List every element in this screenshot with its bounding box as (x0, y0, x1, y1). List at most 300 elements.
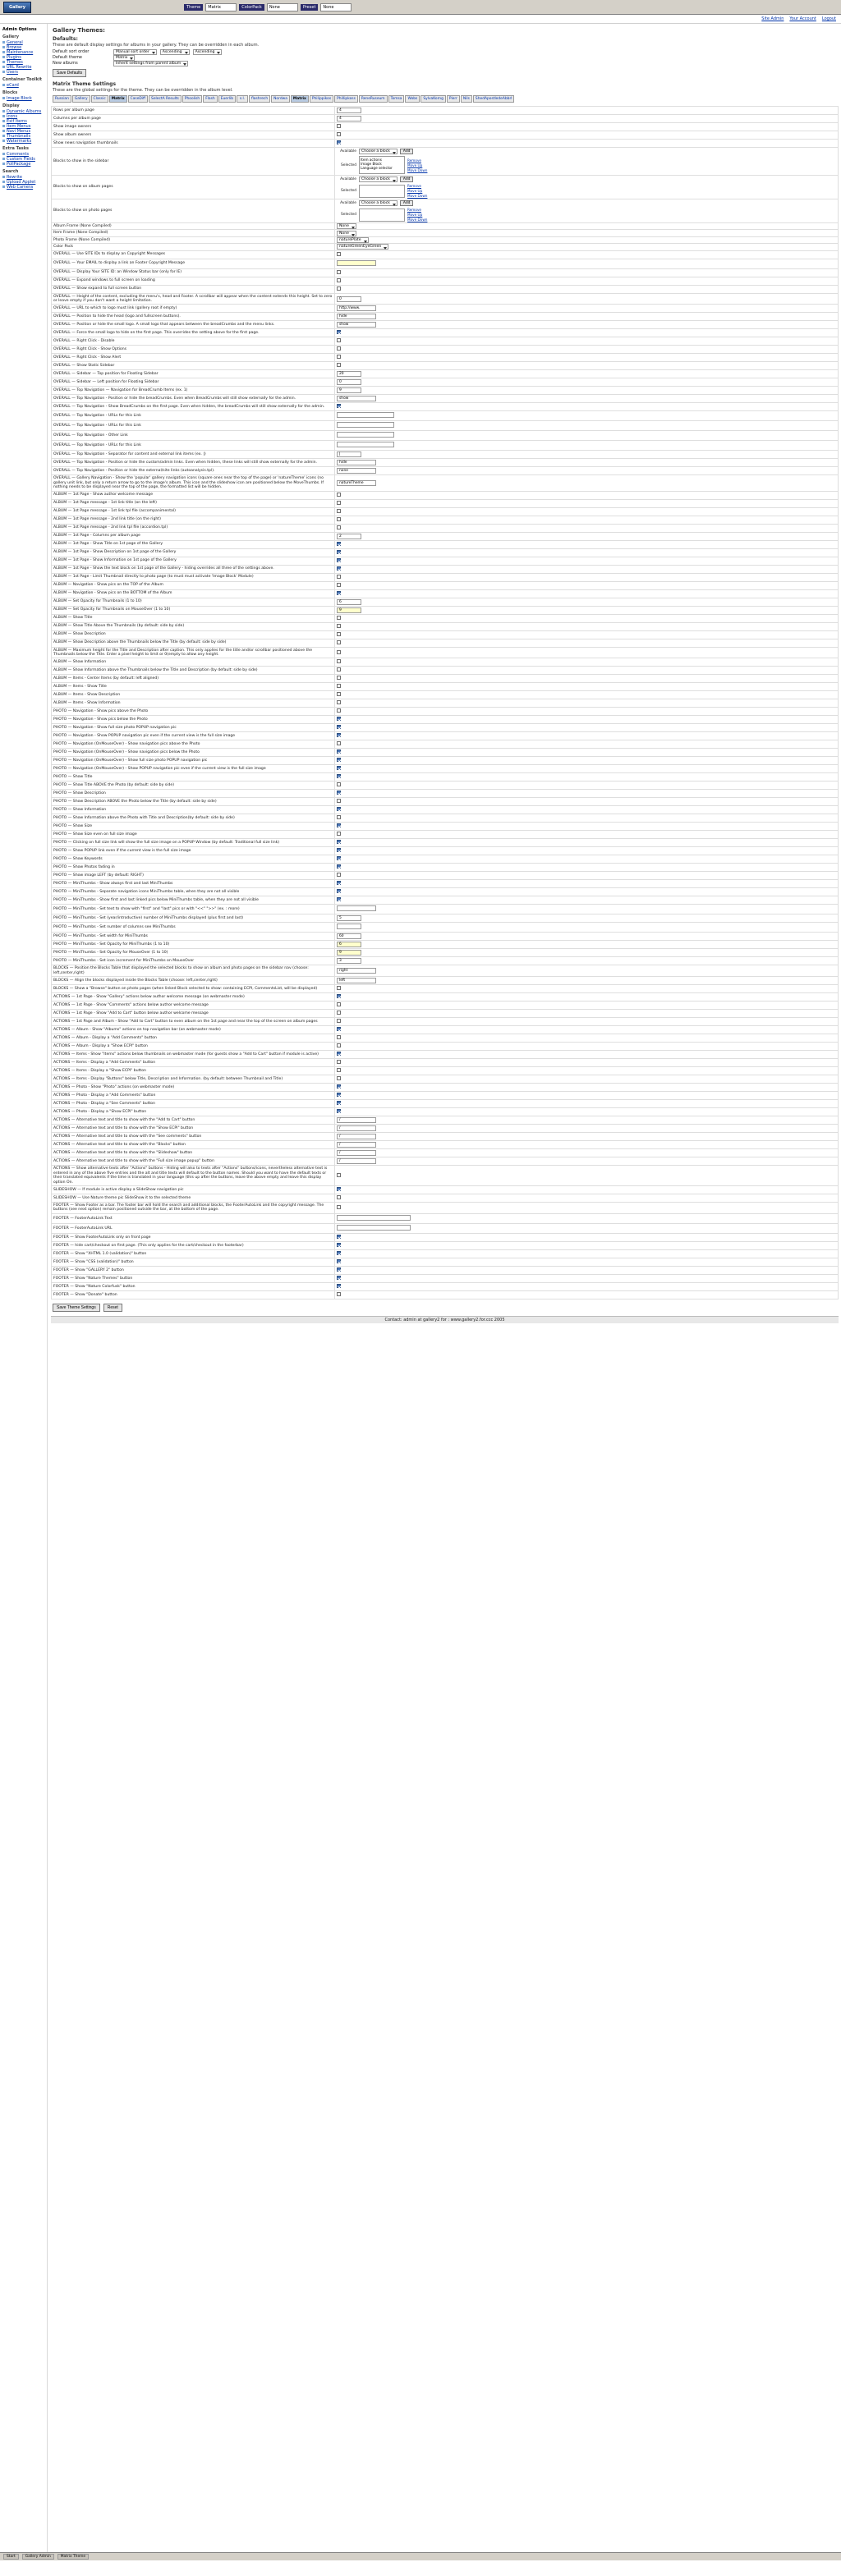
sidebar-item-label: Navi Menus (7, 129, 31, 134)
link-site-admin[interactable]: Site Admin (761, 16, 784, 21)
sidebar-item-users[interactable] (2, 70, 45, 75)
setting-control-cell (335, 647, 839, 658)
setting-text-input[interactable]: hide (337, 460, 376, 465)
setting-control-cell (335, 1018, 839, 1026)
setting-text-input[interactable]: 60 (337, 933, 361, 939)
setting-checkbox[interactable] (337, 1251, 341, 1255)
block-remove-link[interactable]: Remove (407, 208, 421, 212)
setting-checkbox[interactable] (337, 1093, 341, 1097)
setting-label: OVERALL — Top Navigation - Position or hide the external/site links (autoanalysis.tpl). (52, 467, 335, 475)
setting-text-input[interactable]: 9 (337, 607, 361, 613)
setting-control-cell (335, 606, 839, 614)
theme-settings-note: These are the global settings for the theme. They can be overridden in the album level. (53, 88, 233, 93)
theme-nav-euerlib[interactable]: Euerlib (218, 95, 236, 103)
setting-checkbox[interactable] (337, 1276, 341, 1280)
bullet-icon (2, 41, 5, 44)
setting-control-cell (335, 1233, 839, 1241)
theme-nav-nordwa[interactable]: Nordwa (271, 95, 290, 103)
selected-block-item[interactable]: Language selector (361, 166, 393, 170)
setting-label: ALBUM — 1st Page message - 1st link tpl file (accompanimental) (52, 507, 335, 516)
setting-text-input[interactable]: / (337, 1142, 376, 1148)
settings-row (52, 880, 839, 888)
setting-control-cell (335, 268, 839, 277)
setting-label: PHOTO — MiniThumbs - Set Opacity for MouseOver (1 to 10) (52, 949, 335, 957)
setting-checkbox[interactable] (337, 799, 341, 803)
setting-label: ACTIONS — Photo - Display a "Show ECPI" button (52, 1108, 335, 1116)
settings-row (52, 667, 839, 675)
theme-nav-classic[interactable]: Classic (91, 95, 108, 103)
theme-nav-russian[interactable]: Russian (53, 95, 71, 103)
theme-nav-phoolish[interactable]: Phoolish (182, 95, 202, 103)
sidebar-item-label: Thumbnails (7, 134, 31, 139)
setting-text-input[interactable]: 2 (337, 534, 361, 539)
default-theme-select[interactable]: Matrix (113, 55, 135, 61)
setting-text-input[interactable]: 20 (337, 371, 361, 377)
theme-nav-nils[interactable]: Nils (461, 95, 472, 103)
sidebar-item-web-camera[interactable] (2, 185, 45, 190)
setting-checkbox[interactable] (337, 583, 341, 587)
theme-field-label-1: ColorPack (239, 4, 264, 11)
setting-checkbox[interactable] (337, 501, 341, 505)
setting-checkbox[interactable] (337, 807, 341, 811)
setting-text-input[interactable] (337, 432, 394, 438)
theme-field-value-0[interactable]: Matrix (205, 3, 237, 11)
setting-label: PHOTO — MiniThumbs - Show first and last linked pics below MiniThumbs table, when they are not all visible (52, 896, 335, 905)
setting-checkbox[interactable] (337, 616, 341, 620)
setting-text-input[interactable]: show (337, 322, 376, 328)
setting-control-cell (335, 1157, 839, 1166)
theme-field-value-1[interactable]: None (267, 3, 298, 11)
setting-control-cell (335, 740, 839, 749)
theme-field-label-2: Preset (301, 4, 319, 11)
theme-nav-selecta-results[interactable]: SelectA Results (149, 95, 182, 103)
block-move-down-link[interactable]: Move Down (407, 218, 428, 222)
setting-checkbox[interactable] (337, 864, 341, 869)
settings-row (52, 387, 839, 395)
settings-row (52, 516, 839, 524)
setting-checkbox[interactable] (337, 1195, 341, 1199)
setting-checkbox[interactable] (337, 493, 341, 497)
setting-label: ACTIONS — Items - Display "Buttons" below Title, Description and Information. (by default: between Thumbnail and Title) (52, 1075, 335, 1084)
setting-checkbox[interactable] (337, 1109, 341, 1113)
sidebar-item-watermarks[interactable] (2, 139, 45, 144)
setting-checkbox[interactable] (337, 856, 341, 860)
setting-checkbox[interactable] (337, 758, 341, 762)
theme-nav-casediff[interactable]: CaseDiff (128, 95, 148, 103)
setting-checkbox[interactable] (337, 684, 341, 688)
setting-text-input[interactable] (337, 412, 394, 418)
sidebar-item-label: Themes (7, 60, 23, 65)
setting-checkbox[interactable] (337, 708, 341, 713)
save-defaults-button[interactable]: Save Defaults (53, 69, 86, 77)
setting-text-input[interactable] (337, 905, 376, 911)
setting-checkbox[interactable] (337, 1011, 341, 1015)
theme-nav-gallery[interactable]: Gallery (72, 95, 90, 103)
setting-checkbox[interactable] (337, 1267, 341, 1272)
setting-checkbox[interactable] (337, 1002, 341, 1006)
setting-checkbox[interactable] (337, 889, 341, 893)
setting-control-cell (335, 337, 839, 346)
setting-checkbox[interactable] (337, 1259, 341, 1263)
setting-checkbox[interactable] (337, 1019, 341, 1023)
block-move-down-link[interactable]: Move Down (407, 167, 428, 172)
block-move-up-link[interactable]: Move Up (407, 213, 423, 217)
setting-label: OVERALL — Height of the content, excluding the menu's, head and Footer. A scrollbar will appear when the content extends this height. Set to zero or leave empty if you don't want a height limitation. (52, 293, 335, 305)
blocks-setting-label: Blocks to show on photo pages (52, 199, 335, 223)
setting-label: PHOTO — Navigation - Show pics below the Photo (52, 716, 335, 724)
taskbar-item-gallery-admin[interactable]: Gallery Admin (22, 2554, 54, 2560)
setting-label: FOOTER — Show "XHTML 1.0 (validation)" button (52, 1249, 335, 1258)
theme-nav-tomsa[interactable]: Tomsa (388, 95, 405, 103)
theme-nav-sylvakorng[interactable]: SylvaKorng (420, 95, 446, 103)
settings-row (52, 305, 839, 313)
setting-checkbox[interactable] (337, 509, 341, 513)
sidebar-item-ecard[interactable] (2, 83, 45, 88)
selected-blocks-listbox[interactable] (359, 209, 405, 222)
setting-checkbox[interactable] (337, 741, 341, 745)
setting-control-cell (335, 749, 839, 757)
sidebar-item-label: Browse (7, 45, 22, 50)
settings-row (52, 740, 839, 749)
setting-text-input[interactable]: / (337, 1117, 376, 1123)
setting-text-input[interactable] (337, 924, 361, 929)
setting-text-input[interactable]: / (337, 1158, 376, 1164)
settings-row (52, 337, 839, 346)
setting-text-input[interactable]: | (337, 451, 361, 457)
setting-checkbox[interactable] (337, 1052, 341, 1056)
setting-text-input[interactable]: 4 (337, 108, 361, 113)
setting-label: OVERALL — URL to which to logo must link (gallery root if empty) (52, 305, 335, 313)
setting-checkbox[interactable] (337, 832, 341, 836)
setting-text-input[interactable]: left (337, 978, 376, 983)
settings-row (52, 647, 839, 658)
settings-row (52, 1157, 839, 1166)
setting-checkbox[interactable] (337, 632, 341, 636)
taskbar-start-button[interactable]: Start (3, 2554, 19, 2560)
setting-checkbox[interactable] (337, 692, 341, 696)
setting-checkbox[interactable] (337, 733, 341, 737)
setting-control-cell (335, 823, 839, 831)
setting-label: PHOTO — Show Description (52, 790, 335, 798)
sidebar-item-label: Item Menus (7, 124, 31, 129)
settings-row (52, 658, 839, 667)
setting-checkbox[interactable] (337, 542, 341, 546)
setting-checkbox[interactable] (337, 823, 341, 827)
default-sort-order-label: Default sort order (53, 49, 90, 54)
setting-control-cell (335, 1223, 839, 1233)
setting-text-input[interactable]: / (337, 1125, 376, 1131)
setting-checkbox[interactable] (337, 404, 341, 408)
setting-control-cell (335, 1258, 839, 1266)
setting-checkbox[interactable] (337, 624, 341, 628)
setting-text-input[interactable]: 0 (337, 296, 361, 302)
setting-text-input[interactable]: / (337, 1150, 376, 1156)
setting-checkbox[interactable] (337, 252, 341, 256)
setting-text-input[interactable] (337, 1225, 411, 1231)
setting-checkbox[interactable] (337, 640, 341, 644)
setting-label: OVERALL — Right Click - Show Alert (52, 354, 335, 362)
setting-text-input[interactable]: http://www. (337, 305, 376, 311)
setting-checkbox[interactable] (337, 848, 341, 852)
setting-checkbox[interactable] (337, 1173, 341, 1177)
setting-label: OVERALL — Top Navigation - Position or hide the breadCrumbs. Even when BreadCrumbs will still show externally for the admin. (52, 395, 335, 403)
settings-row (52, 798, 839, 806)
selected-blocks-listbox[interactable] (359, 185, 405, 198)
setting-checkbox[interactable] (337, 1235, 341, 1239)
default-theme-row (53, 55, 839, 60)
setting-checkbox[interactable] (337, 346, 341, 351)
setting-select[interactable]: natureGreenEyeGreen (337, 244, 388, 250)
setting-checkbox[interactable] (337, 1187, 341, 1191)
settings-row (52, 1125, 839, 1133)
setting-select[interactable]: naturePlate (337, 237, 369, 243)
setting-checkbox[interactable] (337, 650, 341, 654)
settings-row (52, 421, 839, 431)
setting-checkbox[interactable] (337, 1292, 341, 1296)
available-blocks-select[interactable]: Choose a block (359, 200, 398, 206)
selected-block-item[interactable]: Item actions (361, 158, 382, 162)
setting-checkbox[interactable] (337, 986, 341, 990)
settings-row (52, 965, 839, 977)
taskbar-item-matrix-theme[interactable]: Matrix Theme (57, 2554, 89, 2560)
theme-field-value-2[interactable]: None (320, 3, 352, 11)
setting-checkbox[interactable] (337, 1084, 341, 1089)
setting-checkbox[interactable] (337, 575, 341, 579)
add-block-button[interactable]: Add (400, 149, 414, 154)
setting-checkbox[interactable] (337, 278, 341, 282)
setting-checkbox[interactable] (337, 363, 341, 367)
link-logout[interactable]: Logout (821, 16, 836, 21)
setting-checkbox[interactable] (337, 355, 341, 359)
settings-row (52, 855, 839, 864)
sidebar-item-label: Plugins (7, 55, 21, 60)
setting-label: SLIDESHOW — If module is active display a SlideShow navigation pic (52, 1185, 335, 1194)
taskbar (0, 2552, 841, 2560)
theme-nav-phillipkoss[interactable]: Phillipkoss (334, 95, 358, 103)
setting-checkbox[interactable] (337, 667, 341, 672)
setting-checkbox[interactable] (337, 1205, 341, 1209)
setting-select[interactable]: None (337, 231, 356, 236)
setting-checkbox[interactable] (337, 1284, 341, 1288)
theme-nav-philippikos[interactable]: Philippikos (310, 95, 333, 103)
setting-checkbox[interactable] (337, 550, 341, 554)
sidebar-group-blocks: Blocks (2, 90, 18, 95)
sidebar-item-image-block[interactable] (2, 96, 45, 101)
setting-checkbox[interactable] (337, 591, 341, 595)
theme-nav-reneruseum[interactable]: ReneRuseum (359, 95, 388, 103)
setting-label: Columns per album page (52, 115, 335, 123)
bullet-icon (2, 97, 5, 99)
setting-checkbox[interactable] (337, 1076, 341, 1080)
setting-checkbox[interactable] (337, 1068, 341, 1072)
setting-label: PHOTO — Show Title (52, 773, 335, 782)
setting-label: Photo Frame (None Compiled) (52, 236, 335, 243)
settings-row (52, 716, 839, 724)
setting-checkbox[interactable] (337, 566, 341, 571)
block-move-down-link[interactable]: Move Down (407, 194, 428, 198)
setting-checkbox[interactable] (337, 270, 341, 274)
settings-row (52, 459, 839, 467)
setting-checkbox[interactable] (337, 140, 341, 144)
setting-checkbox[interactable] (337, 717, 341, 721)
theme-nav-flash[interactable]: Flash (203, 95, 218, 103)
setting-control-cell (335, 933, 839, 941)
theme-nav-matrix[interactable]: Matrix (109, 95, 127, 103)
setting-label: ACTIONS — Items - Display a "Add Comments" button (52, 1059, 335, 1067)
default-sort-secondary-select[interactable]: Ascending (193, 49, 223, 55)
sidebar-item-pollpackage[interactable] (2, 162, 45, 167)
theme-nav-pierr[interactable]: Pierr (447, 95, 460, 103)
setting-text-input[interactable] (337, 422, 394, 428)
setting-control-cell (335, 123, 839, 131)
setting-checkbox[interactable] (337, 1043, 341, 1047)
settings-row (52, 589, 839, 598)
setting-text-input[interactable]: 4 (337, 116, 361, 121)
sidebar-group-container-toolkit: Container Toolkit (2, 77, 43, 82)
setting-label: PHOTO — Show Information (52, 806, 335, 814)
setting-control-cell (335, 370, 839, 378)
settings-row (52, 765, 839, 773)
setting-checkbox[interactable] (337, 840, 341, 844)
theme-nav-wobs[interactable]: Wobs (405, 95, 420, 103)
setting-checkbox[interactable] (337, 1243, 341, 1247)
setting-checkbox[interactable] (337, 873, 341, 877)
setting-control-cell (335, 1116, 839, 1125)
setting-text-input[interactable] (337, 260, 376, 266)
setting-text-input[interactable]: show (337, 396, 376, 401)
settings-row (52, 1141, 839, 1149)
browser-theme-fields (184, 3, 352, 11)
new-albums-label: New albums (53, 61, 78, 66)
theme-settings-table (51, 106, 839, 1299)
setting-checkbox[interactable] (337, 782, 341, 786)
settings-row (52, 905, 839, 914)
theme-nav-shedapostledeabbrl[interactable]: ShedApostledeAbbrl (473, 95, 515, 103)
setting-checkbox[interactable] (337, 1060, 341, 1064)
setting-text-input[interactable]: 9 (337, 387, 361, 393)
setting-control-cell (335, 459, 839, 467)
setting-checkbox[interactable] (337, 815, 341, 819)
setting-checkbox[interactable] (337, 749, 341, 754)
setting-checkbox[interactable] (337, 286, 341, 291)
default-sort-order-select[interactable]: Manual sort order (113, 49, 157, 55)
setting-checkbox[interactable] (337, 774, 341, 778)
setting-checkbox[interactable] (337, 124, 341, 128)
setting-control-cell (335, 724, 839, 732)
setting-control-cell (335, 107, 839, 115)
setting-checkbox[interactable] (337, 1027, 341, 1031)
setting-control-cell (335, 1202, 839, 1213)
setting-label: PHOTO — MiniThumbs - Set width for MiniThumbs (52, 933, 335, 941)
available-blocks-select[interactable]: Choose a block (359, 149, 398, 154)
link-your-account[interactable]: Your Account (789, 16, 816, 21)
setting-checkbox[interactable] (337, 1035, 341, 1039)
available-blocks-select[interactable]: Choose a block (359, 176, 398, 182)
add-block-button[interactable]: Add (400, 176, 414, 182)
default-sort-direction-select[interactable]: Ascending (160, 49, 190, 55)
setting-label: PHOTO — Show Information above the Photo with Title and Description(by default: side by side) (52, 814, 335, 823)
block-move-up-link[interactable]: Move Up (407, 163, 423, 167)
setting-label: BLOCKS — Align the blocks displayed inside the Blocks Table (choose: left,center,right) (52, 977, 335, 985)
setting-text-input[interactable]: hide (337, 314, 376, 319)
setting-text-input[interactable]: 6 (337, 942, 361, 947)
setting-checkbox[interactable] (337, 791, 341, 795)
bullet-icon (2, 125, 5, 127)
setting-text-input[interactable]: / (337, 1134, 376, 1139)
save-theme-settings-button[interactable]: Save Theme Settings (53, 1304, 100, 1312)
setting-control-cell (335, 806, 839, 814)
blocks-setting-control (335, 199, 839, 223)
setting-checkbox[interactable] (337, 338, 341, 342)
setting-checkbox[interactable] (337, 132, 341, 136)
theme-nav-flashrech[interactable]: flashrech (249, 95, 270, 103)
setting-checkbox[interactable] (337, 897, 341, 901)
setting-checkbox[interactable] (337, 1101, 341, 1105)
theme-nav-s-l-[interactable]: s.l. (237, 95, 248, 103)
setting-checkbox[interactable] (337, 330, 341, 334)
setting-text-input[interactable]: 0 (337, 379, 361, 385)
theme-nav-matrix[interactable]: Matrix (291, 95, 309, 103)
block-remove-link[interactable]: Remove (407, 184, 421, 188)
setting-text-input[interactable]: right (337, 968, 376, 974)
setting-text-input[interactable] (337, 442, 394, 447)
setting-control-cell (335, 467, 839, 475)
settings-row (52, 831, 839, 839)
reset-button[interactable]: Reset (103, 1304, 122, 1312)
setting-label: OVERALL — Top Navigation - Position or hide the custom/admin links. Even when hidden, these links will still show externally for the admin. (52, 459, 335, 467)
settings-row (52, 285, 839, 293)
setting-label: ACTIONS — 1st Page - Show "Comments" actions below author welcome message (52, 1002, 335, 1010)
setting-text-input[interactable] (337, 1215, 411, 1221)
setting-control-cell (335, 557, 839, 565)
blocks-setting-label: Blocks to show in the sidebar (52, 148, 335, 176)
setting-checkbox[interactable] (337, 881, 341, 885)
setting-checkbox[interactable] (337, 676, 341, 680)
new-albums-select[interactable]: Inherit settings from parent album (113, 61, 188, 66)
setting-control-cell (335, 223, 839, 230)
setting-checkbox[interactable] (337, 994, 341, 998)
setting-control-cell (335, 614, 839, 622)
block-remove-link[interactable]: Remove (407, 158, 421, 163)
setting-checkbox[interactable] (337, 659, 341, 663)
add-block-button[interactable]: Add (400, 200, 414, 206)
setting-checkbox[interactable] (337, 700, 341, 704)
setting-label: Album Frame (None Compiled) (52, 223, 335, 230)
selected-block-item[interactable]: Image Block (361, 162, 382, 166)
setting-label: ALBUM — 1st Page - Show Description on 1st page of the Gallery (52, 548, 335, 557)
settings-row (52, 598, 839, 606)
settings-row (52, 1185, 839, 1194)
setting-checkbox[interactable] (337, 525, 341, 529)
setting-text-input[interactable]: natureTheme (337, 480, 376, 486)
setting-control-cell (335, 732, 839, 740)
setting-text-input[interactable]: 6 (337, 599, 361, 605)
setting-control-cell (335, 765, 839, 773)
setting-text-input[interactable]: 3 (337, 958, 361, 964)
selected-blocks-listbox[interactable] (359, 156, 405, 174)
setting-checkbox[interactable] (337, 558, 341, 562)
setting-checkbox[interactable] (337, 517, 341, 521)
setting-control-cell (335, 1051, 839, 1059)
setting-select[interactable]: None (337, 223, 356, 229)
setting-text-input[interactable]: 5 (337, 915, 361, 921)
setting-text-input[interactable]: none (337, 468, 376, 474)
setting-checkbox[interactable] (337, 766, 341, 770)
block-move-up-link[interactable]: Move Up (407, 189, 423, 193)
setting-text-input[interactable]: 9 (337, 950, 361, 956)
setting-checkbox[interactable] (337, 725, 341, 729)
settings-row (52, 573, 839, 581)
